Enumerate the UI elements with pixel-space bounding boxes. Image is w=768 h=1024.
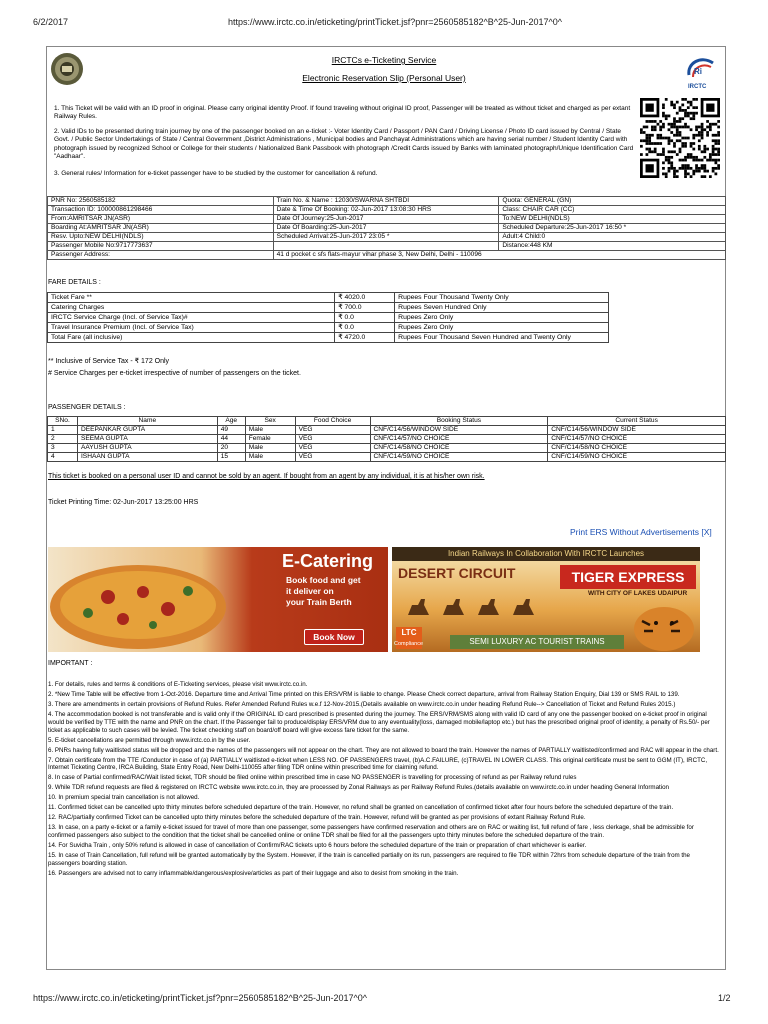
fare-amount: ₹ 700.0 (335, 303, 395, 313)
passenger-cell: Male (245, 453, 295, 462)
tiger-express-ad[interactable] (392, 547, 700, 652)
passenger-table (47, 416, 726, 462)
journey-cell: Class: CHAIR CAR (CC) (499, 206, 726, 215)
journey-cell: Quota: GENERAL (GN) (499, 197, 726, 206)
journey-cell: Date Of Journey:25-Jun-2017 (273, 215, 499, 224)
important-item: 10. In premium special train cancellation is not allowed. (48, 794, 200, 802)
note-1: 1. This Ticket will be valid with an ID proof in original. Please carry original identity Proof. If found traveling without original ID proof, Passenger will be treated as without ticket and charged as per extant Railway Rules. (54, 105, 631, 121)
page-title: IRCTCs e-Ticketing Service (331, 55, 437, 65)
journey-row (48, 224, 726, 233)
camel-silhouettes (398, 585, 558, 625)
desert-circuit-label: DESERT CIRCUIT (398, 565, 516, 581)
address-row (48, 251, 726, 260)
address-label: Passenger Address: (48, 251, 274, 260)
passenger-cell: CNF/C14/58/NO CHOICE (548, 444, 726, 453)
important-item: 8. In case of Partial confirmed/RAC/Wait listed ticket, TDR should be filed online within prescribed time in case NO PASSENGER is travelling for processing of refund as per Railway refund rules (48, 774, 577, 782)
ecatering-line-3: your Train Berth (286, 597, 352, 607)
passenger-cell: AAYUSH GUPTA (77, 444, 217, 453)
passenger-cell: 20 (217, 444, 245, 453)
important-item: 4. The accommodation booked is not transferable and is valid only if the ORIGINAL ID card prescribed is presented during the journey. The ERS/VRM/SMS along with valid ID card of any one the passenger booked on e-ticket proof in original would be verified by TTE with the name and PNR on the chart. If the Passenger fail to produce/display ERS/VRM due to any eventuality(loss, damaged mobile/laptop etc.) but has the prescribed original proof of identity, a penalty of Rs.50/- per ticket as applicable to such cases will be levied. The ticket checking staff on board/off board will give excess fare ticket for the same. (48, 710, 710, 734)
fare-heading: FARE DETAILS : (48, 279, 101, 286)
important-item: 1. For details, rules and terms & conditions of E-Ticketing services, please visit www.irctc.co.in. (48, 681, 308, 688)
journey-row (48, 242, 726, 251)
passenger-cell: Male (245, 444, 295, 453)
passenger-cell: CNF/C14/57/NO CHOICE (548, 435, 726, 444)
print-without-ads-link[interactable]: Print ERS Without Advertisements [X] (570, 527, 712, 537)
journey-cell: Scheduled Departure:25-Jun-2017 16:50 * (499, 224, 726, 233)
tiger-ad-banner: Indian Railways In Collaboration With IRCTC Launches (392, 547, 700, 561)
journey-cell: Scheduled Arrival:25-Jun-2017 23:05 * (273, 233, 499, 242)
passenger-cell: Male (245, 426, 295, 435)
passenger-cell: Female (245, 435, 295, 444)
passenger-column-header: Food Choice (295, 417, 370, 426)
passenger-cell: 4 (48, 453, 78, 462)
important-list (48, 681, 722, 880)
passenger-cell: VEG (295, 426, 370, 435)
ecatering-line-1: Book food and get (286, 575, 361, 585)
page-subtitle: Electronic Reservation Slip (Personal User) (302, 73, 466, 83)
passenger-row (48, 435, 726, 444)
passenger-column-header: Sex (245, 417, 295, 426)
footer-url: https://www.irctc.co.in/eticketing/printTicket.jsf?pnr=2560585182^B^25-Jun-2017^0^ (33, 993, 367, 1003)
journey-cell: To:NEW DELHI(NDLS) (499, 215, 726, 224)
fare-amount: ₹ 4720.0 (335, 333, 395, 343)
important-item: 12. RAC/partially confirmed Ticket can be cancelled upto thirty minutes before the scheduled departure of the train. However, refund will be granted as per provisions of extant Railway Refund Rule. (48, 814, 586, 822)
passenger-column-header: Current Status (548, 417, 726, 426)
passenger-cell: VEG (295, 453, 370, 462)
journey-table (47, 196, 726, 260)
passenger-column-header: Age (217, 417, 245, 426)
passenger-row (48, 444, 726, 453)
note-3: 3. General rules/ Information for e-ticket passenger have to be studied by the customer for cancellation & refund. (54, 170, 378, 177)
ltc-badge: LTC (396, 627, 422, 649)
journey-cell: Distance:448 KM (499, 242, 726, 251)
passenger-cell: CNF/C14/56/WINDOW SIDE (370, 426, 548, 435)
fare-row (48, 333, 609, 343)
important-heading: IMPORTANT : (48, 660, 93, 667)
journey-row (48, 197, 726, 206)
passenger-cell: 15 (217, 453, 245, 462)
passenger-cell: CNF/C14/58/NO CHOICE (370, 444, 548, 453)
fare-row (48, 323, 609, 333)
passenger-cell: CNF/C14/59/NO CHOICE (548, 453, 726, 462)
fare-label: Catering Charges (48, 303, 335, 313)
fare-label: Ticket Fare ** (48, 293, 335, 303)
journey-cell: Resv. Upto:NEW DELHI(NDLS) (48, 233, 274, 242)
passenger-cell: CNF/C14/56/WINDOW SIDE (548, 426, 726, 435)
journey-cell: From:AMRITSAR JN(ASR) (48, 215, 274, 224)
pizza-image (48, 547, 248, 652)
passenger-column-header: Booking Status (370, 417, 548, 426)
passenger-cell: SEEMA GUPTA (77, 435, 217, 444)
tiger-express-label: TIGER EXPRESS (560, 565, 696, 589)
fare-row (48, 313, 609, 323)
passenger-heading: PASSENGER DETAILS : (48, 404, 126, 411)
important-item: 11. Confirmed ticket can be cancelled upto thirty minutes before scheduled departure of the train. However, no refund shall be granted on cancellation of confirmed ticket after four hours before the scheduled departure of the train. (48, 804, 674, 812)
passenger-row (48, 426, 726, 435)
journey-cell (273, 242, 499, 251)
passenger-cell: 2 (48, 435, 78, 444)
passenger-cell: CNF/C14/57/NO CHOICE (370, 435, 548, 444)
passenger-column-header: SNo. (48, 417, 78, 426)
print-url: https://www.irctc.co.in/eticketing/printTicket.jsf?pnr=2560585182^B^25-Jun-2017^0^ (228, 17, 562, 27)
important-item: 2. *New Time Table will be effective from 1-Oct-2016. Departure time and Arrival Time printed on this ERS/VRM is liable to change. Please Check correct departure, arrival from Railway Station Enquiry, Dial 139 or SMS RAIL to 139. (48, 690, 680, 698)
passenger-cell: 3 (48, 444, 78, 453)
fare-words: Rupees Zero Only (395, 313, 609, 323)
important-item: 15. In case of Train Cancellation, full refund will be granted automatically by the System. However, if the train is cancelled partially on its run, passengers are required to file TDR within 72hrs from schedule departure of the train from the passengers boarding station. (48, 851, 690, 867)
journey-cell: Boarding At:AMRITSAR JN(ASR) (48, 224, 274, 233)
fare-label: Travel Insurance Premium (Incl. of Service Tax) (48, 323, 335, 333)
passenger-cell: 49 (217, 426, 245, 435)
passenger-cell: 1 (48, 426, 78, 435)
fare-amount: ₹ 0.0 (335, 323, 395, 333)
fare-words: Rupees Four Thousand Twenty Only (395, 293, 609, 303)
journey-cell: Date & Time Of Booking: 02-Jun-2017 13:08:30 HRS (273, 206, 499, 215)
fare-note-tax: ** Inclusive of Service Tax - ₹ 172 Only (48, 358, 170, 365)
tiger-express-subtitle: WITH CITY OF LAKES UDAIPUR (588, 590, 688, 597)
book-now-button[interactable]: Book Now (304, 629, 364, 645)
important-item: 9. While TDR refund requests are filed & registered on IRCTC website www.irctc.co.in, they are processed by Zonal Railways as per Railway Refund Rules.(details available on www.irctc.co.in under heading General Information (48, 784, 669, 792)
important-item: 13. In case, on a party e-ticket or a family e-ticket issued for travel of more than one passenger, some passengers have confirmed reservation and others are on RAC or waiting list, full refund of fare , less clerkage, shall be admissible for confirmed passengers also subject to the condition that the ticket shall be cancelled online or online TDR shall be filed for all the passengers upto thirty minutes before the scheduled departure of the train. (48, 824, 694, 839)
journey-row (48, 215, 726, 224)
tiger-ad-bottom: SEMI LUXURY AC TOURIST TRAINS (450, 635, 624, 649)
irctc-logo-text: IRCTC (688, 84, 707, 90)
passenger-cell: 44 (217, 435, 245, 444)
printing-time: Ticket Printing Time: 02-Jun-2017 13:25:00 HRS (48, 499, 199, 506)
print-date: 6/2/2017 (33, 17, 69, 27)
address-value: 41 d pocket c sfs flats-mayur vihar phase 3, New Delhi, Delhi - 110096 (273, 251, 725, 260)
important-item: 16. Passengers are advised not to carry inflammable/dangerous/explosive/articles as part of their luggage and also to desist from smoking in the train. (48, 869, 459, 877)
passenger-cell: DEEPANKAR GUPTA (77, 426, 217, 435)
ecatering-line-2: it deliver on (286, 586, 334, 596)
journey-cell: Passenger Mobile No:9717773637 (48, 242, 274, 251)
fare-amount: ₹ 4020.0 (335, 293, 395, 303)
journey-row (48, 233, 726, 242)
ecatering-ad[interactable] (48, 547, 388, 652)
journey-cell: Adult:4 Child:0 (499, 233, 726, 242)
fare-label: IRCTC Service Charge (Incl. of Service Tax)# (48, 313, 335, 323)
passenger-cell: ISHAAN GUPTA (77, 453, 217, 462)
tiger-image (628, 599, 698, 651)
qr-code (640, 98, 720, 178)
fare-row (48, 293, 609, 303)
fare-amount: ₹ 0.0 (335, 313, 395, 323)
fare-table (47, 292, 609, 343)
ltc-badge-sub: Compliance (394, 641, 424, 647)
passenger-cell: VEG (295, 435, 370, 444)
important-item: 3. There are amendments in certain provisions of Refund Rules. Refer Amended Refund Rules w.e.f 12-Nov-2015.(Details available on www.irctc.co.in under heading Refund Rule--> Cancellation of Ticket and Refund Rules 2015.) (48, 700, 676, 708)
journey-cell: Transaction ID: 100000861298466 (48, 206, 274, 215)
fare-label: Total Fare (all inclusive) (48, 333, 335, 343)
journey-cell: PNR No: 2560585182 (48, 197, 274, 206)
important-item: 5. E-ticket cancellations are permitted through www.irctc.co.in by the user. (48, 736, 251, 744)
passenger-cell: VEG (295, 444, 370, 453)
svg-text:Ri: Ri (694, 67, 702, 76)
journey-row (48, 206, 726, 215)
fare-row (48, 303, 609, 313)
ecatering-title: E-Catering (282, 551, 374, 571)
journey-cell: Train No. & Name : 12030/SWARNA SHTBDI (273, 197, 499, 206)
fare-words: Rupees Seven Hundred Only (395, 303, 609, 313)
fare-note-service: # Service Charges per e-ticket irrespective of number of passengers on the ticket. (48, 370, 301, 377)
page-number: 1/2 (718, 993, 731, 1003)
note-2: 2. Valid IDs to be presented during train journey by one of the passenger booked on an e-ticket :- Voter Identity Card / Passport / PAN Card / Driving License / Photo ID card issued by Central / State Govt. / Public Sector Undertakings of State / Central Government ,District Administrations , Municipal bodies and Panchayat Administrations which are having serial number / Student Identity Card with photograph issued by recognized School or College for their students / Nationalized Bank Passbook with photograph /Credit Cards issued by Banks with laminated photograph/Unique Identification Card "Aadhaar". (54, 128, 634, 161)
passenger-cell: CNF/C14/59/NO CHOICE (370, 453, 548, 462)
personal-user-note: This ticket is booked on a personal user ID and cannot be sold by an agent. If bought from an agent by any individual, it is at his/her own risk. (48, 473, 485, 480)
journey-cell: Date Of Boarding:25-Jun-2017 (273, 224, 499, 233)
important-item: 6. PNRs having fully waitlisted status will be dropped and the names of the passengers will not appear on the chart. They are not allowed to board the train. However the names of PARTIALLY waitlisted/confirmed and RAC will appear in the chart. (48, 746, 719, 754)
important-item: 14. For Suvidha Train , only 50% refund is allowed in case of cancellation of Confirm/RAC tickets upto 6 hours before the scheduled departure of the train or preparation of chart whichever is earlier. (48, 841, 587, 849)
fare-words: Rupees Four Thousand Seven Hundred and Twenty Only (395, 333, 609, 343)
passenger-column-header: Name (77, 417, 217, 426)
passenger-row (48, 453, 726, 462)
important-item: 7. Obtain certificate from the TTE /Conductor in case of (a) PARTIALLY waitlisted e-ticket when LESS NO. OF PASSENGERS travel, (b)A.C.FAILURE, (c)TRAVEL IN LOWER CLASS. This original certificate must be sent to GGM (IT), IRCTC, Internet Ticketing Centre, IRCA Building, State Entry Road, New Delhi-110055 after filing TDR online within prescribed time for claiming refund. (48, 756, 708, 772)
fare-words: Rupees Zero Only (395, 323, 609, 333)
